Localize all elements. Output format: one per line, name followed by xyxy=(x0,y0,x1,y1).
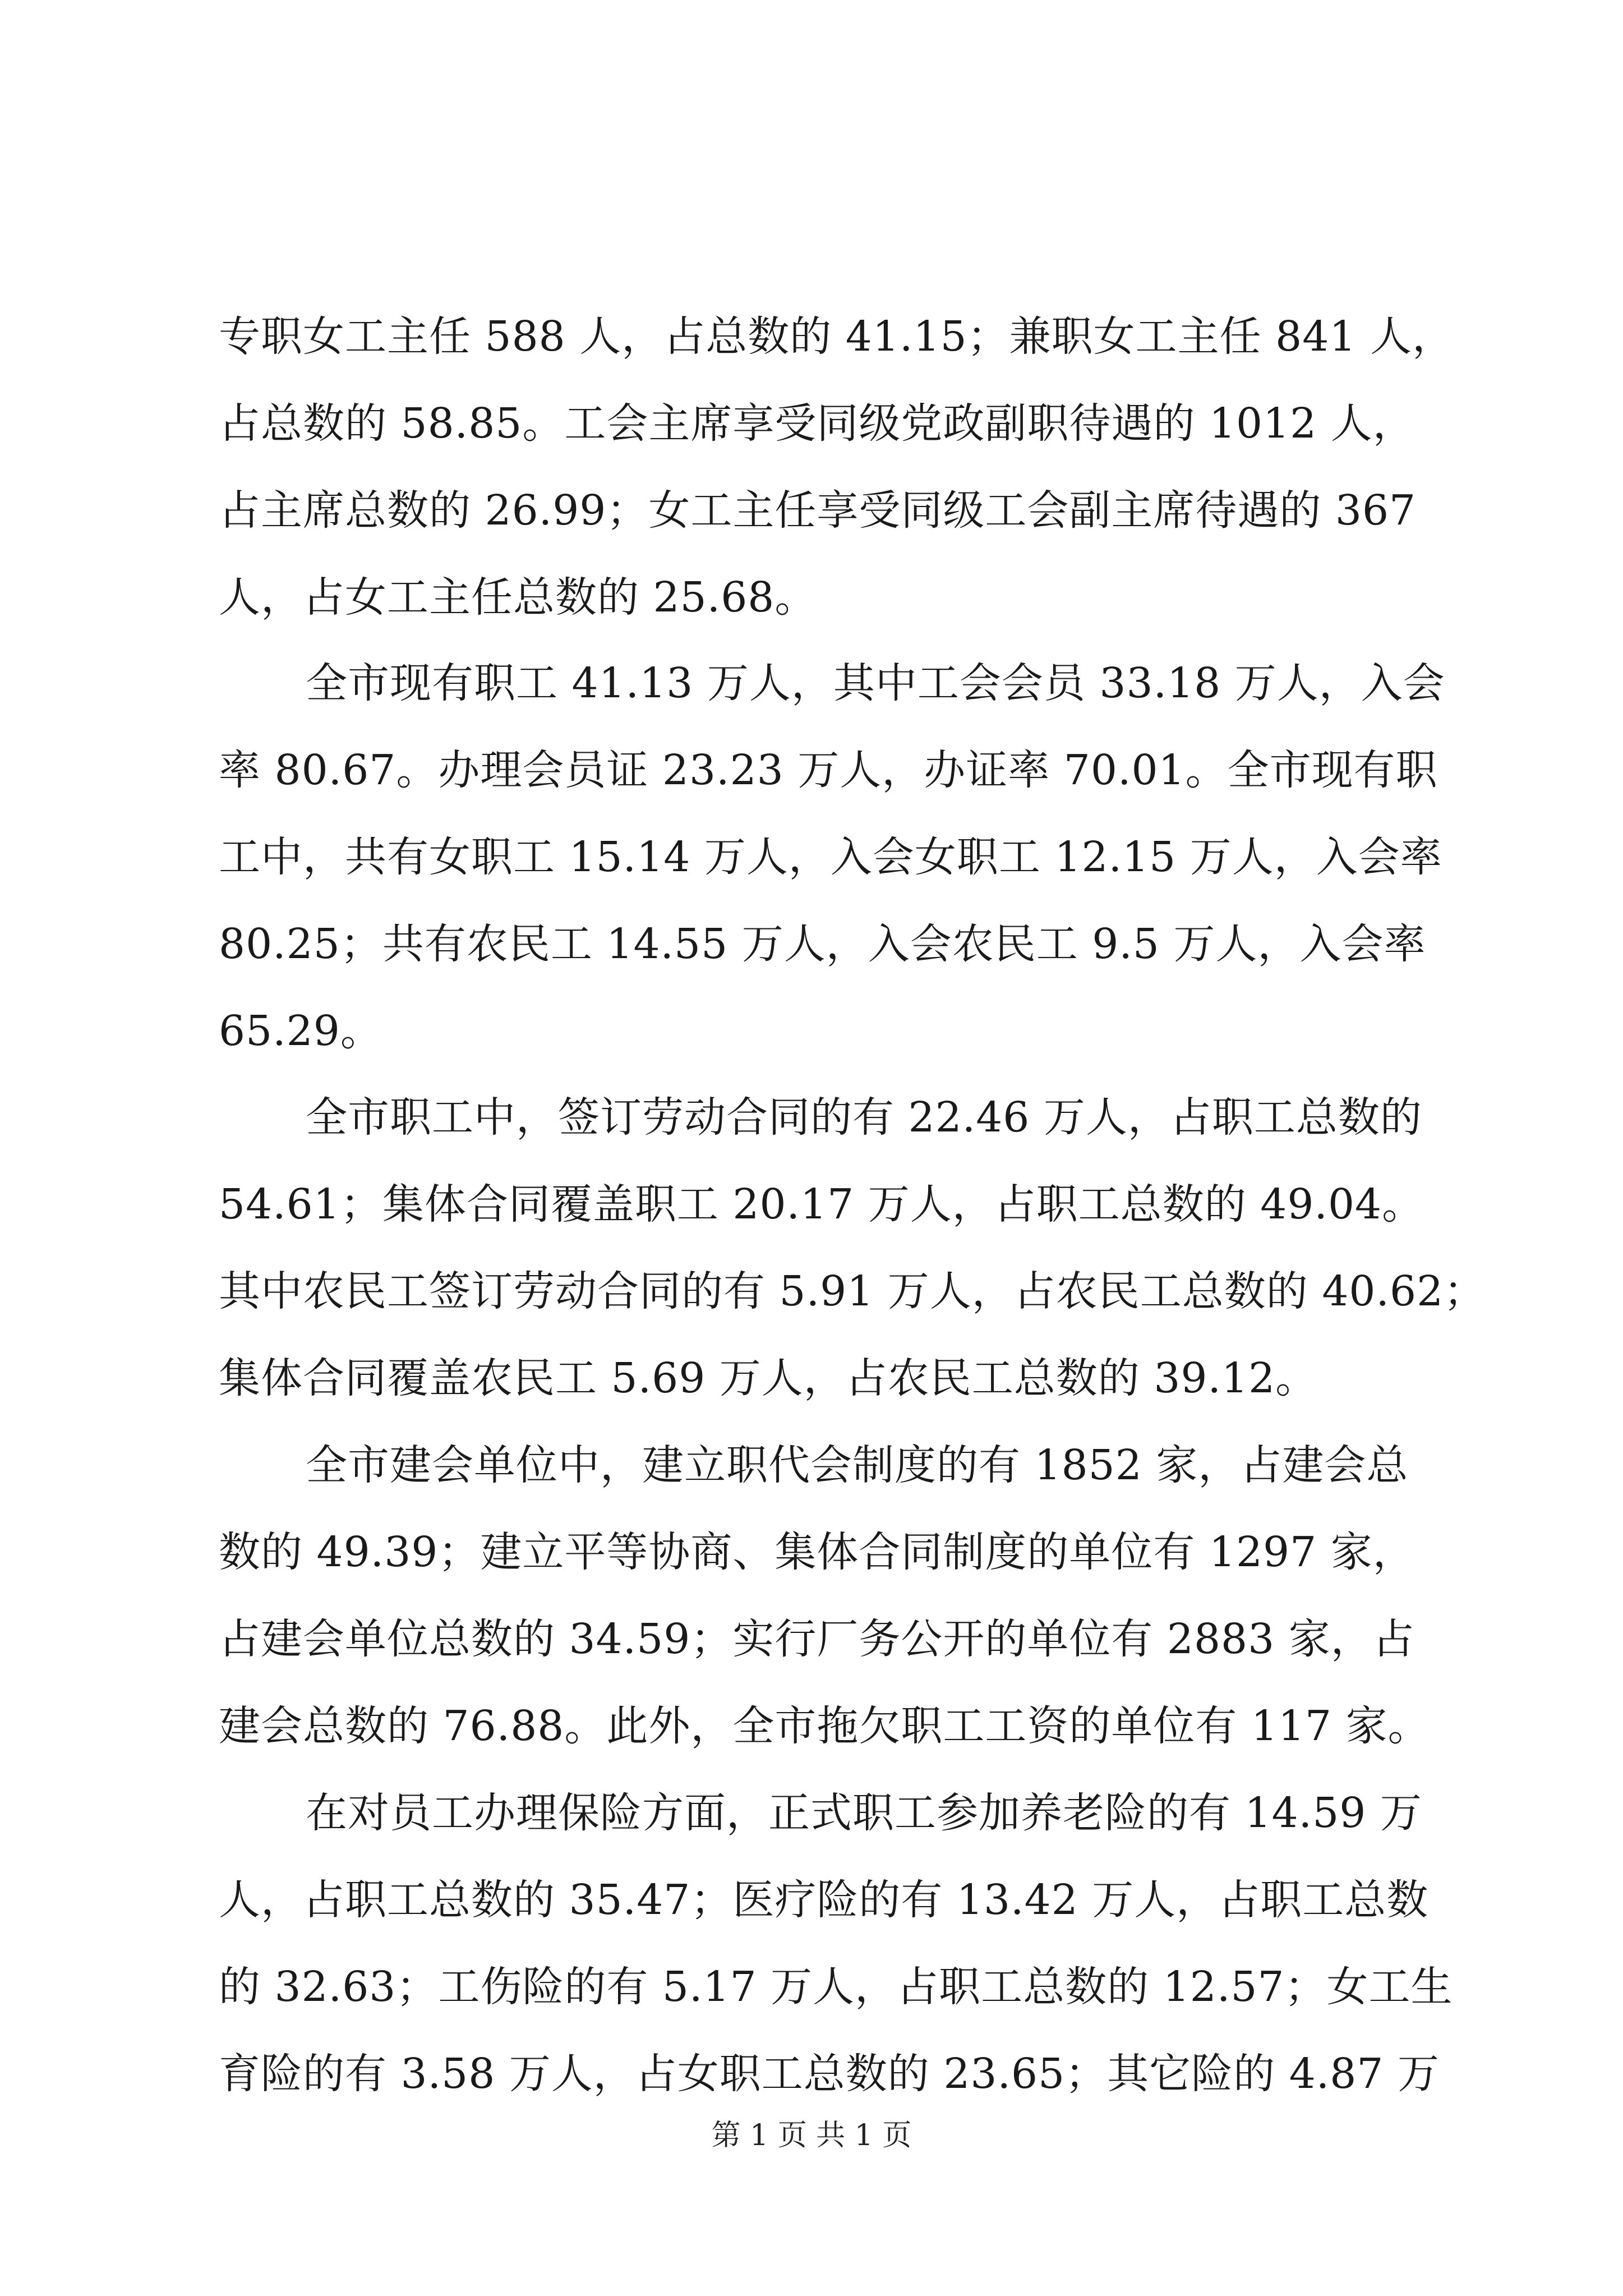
text-line: 80.25；共有农民工 14.55 万人，入会农民工 9.5 万人，入会率 xyxy=(219,920,1426,968)
paragraph-first-line: 全市建会单位中，建立职代会制度的有 1852 家，占建会总 xyxy=(306,1441,1409,1489)
text-line: 建会总数的 76.88。此外，全市拖欠职工工资的单位有 117 家。 xyxy=(219,1702,1430,1750)
paragraph-first-line: 全市现有职工 41.13 万人，其中工会会员 33.18 万人，入会 xyxy=(306,659,1445,707)
text-line: 集体合同覆盖农民工 5.69 万人，占农民工总数的 39.12。 xyxy=(219,1354,1318,1402)
text-line: 数的 49.39；建立平等协商、集体合同制度的单位有 1297 家， xyxy=(219,1528,1415,1576)
text-line: 专职女工主任 588 人，占总数的 41.15；兼职女工主任 841 人， xyxy=(219,312,1454,361)
text-line: 率 80.67。办理会员证 23.23 万人，办证率 70.01。全市现有职 xyxy=(219,746,1438,794)
text-line: 人，占职工总数的 35.47；医疗险的有 13.42 万人，占职工总数 xyxy=(219,1876,1429,1924)
text-line: 育险的有 3.58 万人，占女职工总数的 23.65；其它险的 4.87 万 xyxy=(219,2050,1440,2098)
text-line: 65.29。 xyxy=(219,1007,382,1055)
paragraph-first-line: 在对员工办理保险方面，正式职工参加养老险的有 14.59 万 xyxy=(306,1789,1422,1837)
text-line: 人，占女工主任总数的 25.68。 xyxy=(219,573,817,622)
text-line: 占主席总数的 26.99；女工主任享受同级工会副主席待遇的 367 xyxy=(219,486,1417,535)
text-line: 工中，共有女职工 15.14 万人，入会女职工 12.15 万人，入会率 xyxy=(219,833,1442,881)
page-number-footer: 第 1 页 共 1 页 xyxy=(711,2119,912,2152)
text-line: 54.61；集体合同覆盖职工 20.17 万人，占职工总数的 49.04。 xyxy=(219,1180,1424,1228)
text-line: 占建会单位总数的 34.59；实行厂务公开的单位有 2883 家，占 xyxy=(219,1615,1415,1663)
paragraph-first-line: 全市职工中，签订劳动合同的有 22.46 万人，占职工总数的 xyxy=(306,1093,1422,1142)
text-line: 其中农民工签订劳动合同的有 5.91 万人，占农民工总数的 40.62； xyxy=(219,1267,1486,1315)
text-line: 的 32.63；工伤险的有 5.17 万人，占职工总数的 12.57；女工生 xyxy=(219,1963,1453,2011)
text-line: 占总数的 58.85。工会主席享受同级党政副职待遇的 1012 人， xyxy=(219,399,1415,448)
